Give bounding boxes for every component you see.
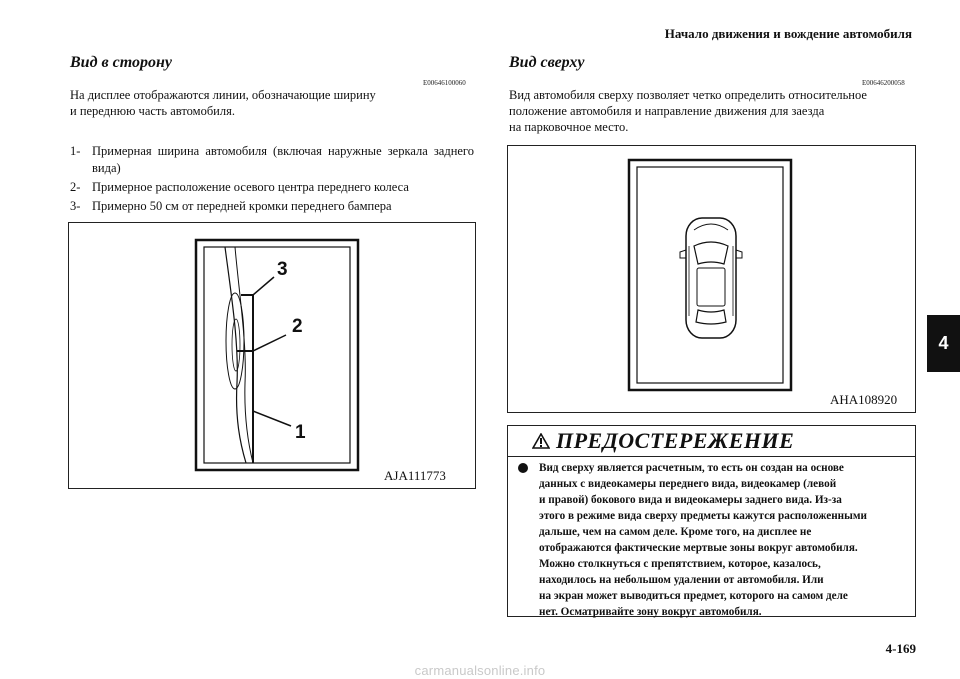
list-item-text: Примерно 50 см от передней кромки переднего бампера	[92, 199, 392, 213]
watermark: carmanualsonline.info	[414, 663, 546, 678]
warning-title: ПРЕДОСТЕРЕЖЕНИЕ	[556, 428, 795, 453]
page-number: 4-169	[885, 641, 916, 656]
list-item-number: 3-	[70, 199, 81, 213]
intro-line: Вид автомобиля сверху позволяет четко определить относительное	[509, 88, 867, 102]
callout-1: 1	[295, 422, 306, 443]
warning-box	[507, 425, 916, 617]
side-view-illustration	[69, 223, 475, 488]
callout-2: 2	[292, 316, 303, 337]
figure-code: AHA108920	[830, 392, 898, 407]
warning-line: этого в режиме вида сверху предметы кажутся расположенными	[539, 510, 867, 522]
warning-line: нет. Осматривайте зону вокруг автомобиля.	[539, 606, 762, 618]
warning-line: данных с видеокамеры переднего вида, видеокамер (левой	[539, 478, 837, 490]
section-title-side-view: Вид в сторону	[70, 54, 172, 71]
intro-line: положение автомобиля и направление движения для заезда	[509, 104, 825, 118]
intro-line: на парковочное место.	[509, 120, 629, 134]
warning-triangle-icon	[532, 433, 550, 449]
list-item-number: 1-	[70, 144, 81, 158]
warning-line: дальше, чем на самом деле. Кроме того, на дисплее не	[539, 526, 812, 538]
warning-line: Можно столкнуться с препятствием, которое, казалось,	[539, 558, 821, 570]
section-code-side-view: E00646100060	[423, 79, 466, 87]
section-title-top-view: Вид сверху	[509, 54, 585, 71]
warning-line: на экран может выводиться предмет, которого на самом деле	[539, 590, 848, 602]
list-item-text: Примерное расположение осевого центра переднего колеса	[92, 180, 409, 194]
warning-header	[508, 426, 915, 457]
list-item-number: 2-	[70, 180, 81, 194]
list-item	[70, 198, 474, 215]
callout-3: 3	[277, 259, 288, 280]
top-view-figure	[507, 145, 916, 413]
warning-line: Вид сверху является расчетным, то есть он создан на основе	[539, 462, 844, 474]
list-item	[70, 143, 474, 177]
list-item	[70, 179, 474, 196]
figure-code: AJA111773	[384, 468, 446, 483]
warning-line: находилось на небольшом удалении от автомобиля. Или	[539, 574, 824, 586]
top-view-illustration	[508, 146, 915, 412]
legend-list	[70, 143, 474, 215]
chapter-tab	[927, 315, 960, 372]
list-item-text: Примерная ширина автомобиля (включая наружные зеркала заднего вида)	[92, 144, 474, 175]
bullet-icon	[518, 463, 528, 473]
top-view-intro	[509, 87, 867, 135]
side-view-intro	[70, 87, 376, 119]
car-icon	[680, 218, 742, 338]
intro-line: и переднюю часть автомобиля.	[70, 104, 235, 118]
intro-line: На дисплее отображаются линии, обозначающие ширину	[70, 88, 376, 102]
chapter-tab-number: 4	[938, 333, 949, 353]
warning-line: и правой) бокового вида и видеокамеры заднего вида. Из-за	[539, 494, 842, 506]
section-code-top-view: E00646200058	[862, 79, 905, 87]
warning-text	[539, 460, 909, 620]
warning-line: отображаются фактические мертвые зоны вокруг автомобиля.	[539, 542, 858, 554]
side-view-figure	[68, 222, 476, 489]
running-header: Начало движения и вождение автомобиля	[664, 26, 912, 41]
